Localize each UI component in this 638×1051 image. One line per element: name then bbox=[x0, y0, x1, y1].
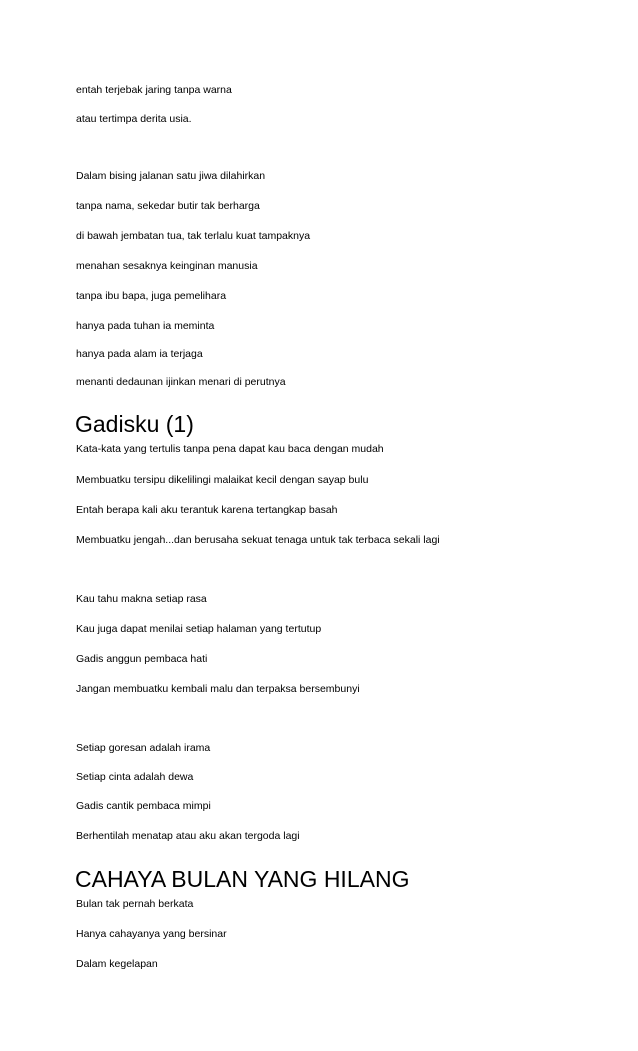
poem-line: Dalam bising jalanan satu jiwa dilahirkan bbox=[76, 170, 266, 182]
poem-line: menanti dedaunan ijinkan menari di perutnya bbox=[76, 376, 286, 388]
poem-line: Hanya cahayanya yang bersinar bbox=[76, 928, 227, 940]
poem-line: Berhentilah menatap atau aku akan tergoda lagi bbox=[76, 830, 300, 842]
poem-line: menahan sesaknya keinginan manusia bbox=[76, 260, 258, 272]
poem-line: Setiap goresan adalah irama bbox=[76, 742, 211, 754]
poem-line: Setiap cinta adalah dewa bbox=[76, 771, 194, 783]
section-heading: CAHAYA BULAN YANG HILANG bbox=[75, 866, 410, 892]
poem-line: hanya pada alam ia terjaga bbox=[76, 348, 203, 360]
poem-line: Kau tahu makna setiap rasa bbox=[76, 593, 207, 605]
poem-line: Membuatku tersipu dikelilingi malaikat kecil dengan sayap bulu bbox=[76, 474, 369, 486]
poem-line: Kata-kata yang tertulis tanpa pena dapat kau baca dengan mudah bbox=[76, 443, 384, 455]
poem-line: hanya pada tuhan ia meminta bbox=[76, 320, 215, 332]
poem-line: atau tertimpa derita usia. bbox=[76, 113, 192, 125]
poem-line: Gadis anggun pembaca hati bbox=[76, 653, 208, 665]
poem-line: Gadis cantik pembaca mimpi bbox=[76, 800, 211, 812]
poem-line: tanpa nama, sekedar butir tak berharga bbox=[76, 200, 260, 212]
poem-line: Entah berapa kali aku terantuk karena tertangkap basah bbox=[76, 504, 338, 516]
poem-line: tanpa ibu bapa, juga pemelihara bbox=[76, 290, 227, 302]
poem-line: Dalam kegelapan bbox=[76, 958, 158, 970]
poem-line: Bulan tak pernah berkata bbox=[76, 898, 194, 910]
poem-line: Jangan membuatku kembali malu dan terpaksa bersembunyi bbox=[76, 683, 360, 695]
poem-line: Membuatku jengah...dan berusaha sekuat tenaga untuk tak terbaca sekali lagi bbox=[76, 534, 440, 546]
section-heading: Gadisku (1) bbox=[75, 411, 194, 437]
poem-line: entah terjebak jaring tanpa warna bbox=[76, 84, 232, 96]
poem-line: di bawah jembatan tua, tak terlalu kuat tampaknya bbox=[76, 230, 311, 242]
poem-line: Kau juga dapat menilai setiap halaman yang tertutup bbox=[76, 623, 322, 635]
